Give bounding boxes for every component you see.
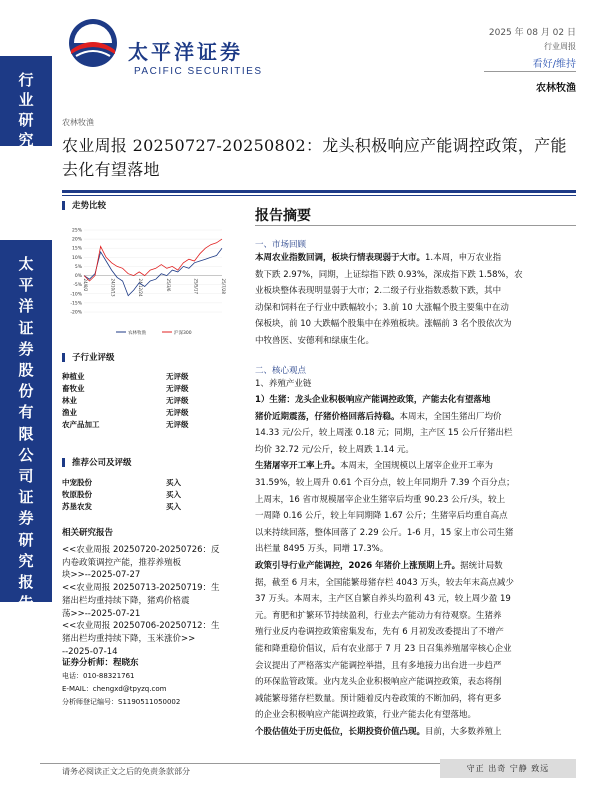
- y-tick-label: 0%: [74, 274, 82, 280]
- sub-rating-table: [62, 372, 232, 432]
- x-tick-label: 25/3/6: [165, 278, 171, 292]
- company-name: 苏垦农发: [62, 502, 92, 511]
- title-rule-thin: [62, 195, 576, 196]
- companies-heading-text: 推荐公司及评级: [72, 458, 132, 468]
- paragraph-line: 个股估值处于历史低位，长期投资价值凸现。目前，大多数养殖上: [255, 726, 502, 737]
- paragraph-line: 元。育肥和扩繁环节持续盈利，行业去产能动力有待观察。生猪养: [255, 610, 502, 621]
- y-tick-label: 25%: [71, 228, 82, 234]
- sub-industry-rating: 无评级: [166, 384, 189, 393]
- x-tick-label: 24/12/24: [138, 278, 144, 297]
- company-rating: 买入: [166, 502, 181, 511]
- table-row: [62, 384, 189, 395]
- related-research-list: [62, 544, 238, 658]
- trend-heading-text: 走势比较: [72, 201, 107, 211]
- heading-bar: [62, 201, 65, 210]
- report-type: 行业周报: [544, 42, 576, 51]
- sidebar-bottom-block: [0, 240, 52, 613]
- paragraph-line: 本周农业指数回调，板块行情表现弱于大市。1.本周，申万农业指: [255, 253, 502, 263]
- paragraph-line: 会议提出了严格落实产能调控举措，且有多地接力出台进一步趋严: [255, 660, 502, 671]
- paragraph-line: 1）生猪：龙头企业积极响应产能调控政策，产能去化有望落地: [255, 395, 491, 405]
- trend-heading: [62, 199, 106, 211]
- market-review-heading: 一、市场回顾: [255, 240, 307, 250]
- related-line[interactable]: <<农业周报 20250713-20250719：生: [62, 583, 220, 594]
- paragraph-line: 出栏量 8495 万头，同增 17.3%。: [255, 544, 389, 555]
- heading-bar: [62, 458, 65, 467]
- sub-industry-name: 种植业: [62, 372, 85, 381]
- table-row: [62, 490, 181, 501]
- paragraph-line: 减能繁母猪存栏数量。预计随着反内卷政策的不断加码，将有更多: [255, 693, 502, 704]
- paragraph-line: 数下跌 2.97%，同期，上证综指下跌 0.93%，深成指下跌 1.58%，农: [255, 269, 523, 280]
- legend-label: 农林牧渔: [128, 331, 146, 336]
- sidebar-bottom-text: 太平洋证券股份有限公司证券研究报告: [18, 255, 34, 613]
- logo-chinese-name: 太平洋证券: [128, 40, 243, 64]
- summary-divider: [255, 225, 576, 226]
- market-review-body: [255, 250, 576, 350]
- x-tick-label: 25/5/17: [193, 278, 199, 294]
- related-line[interactable]: <<农业周报 20250720-20250726：反: [62, 545, 220, 555]
- table-row: [62, 396, 189, 407]
- core-view-body: [255, 392, 576, 740]
- companies-heading: [62, 456, 132, 468]
- sidebar-top-text: 行业研究: [18, 71, 34, 149]
- related-line[interactable]: 块>>--2025-07-27: [62, 570, 141, 581]
- footer-disclaimer: 请务必阅读正文之后的免责条款部分: [62, 767, 190, 776]
- sub-industry-rating: 无评级: [166, 396, 189, 405]
- sub-industry-name: 农产品加工: [62, 420, 100, 429]
- paragraph-line: 中牧兽医、安德利和绿康生化。: [255, 335, 375, 346]
- analyst-name: 证券分析师：程晓东: [62, 658, 139, 668]
- sidebar-top-block: [0, 56, 52, 149]
- x-tick-label: 24/10/13: [110, 278, 116, 297]
- paragraph-line: 的企业会积极响应产能调控政策，行业产能去化有望落地。: [255, 710, 477, 721]
- company-rating: 买入: [166, 478, 181, 487]
- paragraph-line: 据，截至 6 月末，全国能繁母猪存栏 4043 万头，较去年末高点减少: [255, 577, 514, 588]
- footer-motto: 守正 出奇 宁静 致远: [440, 759, 576, 778]
- y-tick-label: 10%: [71, 255, 82, 261]
- core-view-heading: 二、核心观点: [255, 366, 307, 376]
- paragraph-line: 殖行业反内卷调控政策密集发布，先有 6 月初发改委提出了不增产: [255, 627, 504, 638]
- paragraph-line: 以来持续回落，整体回落了 2.29 公斤。1-6 月，15 家上市公司生猪: [255, 527, 514, 538]
- related-line[interactable]: 猪出栏均重持续下降，猪鸡价格震: [62, 595, 190, 606]
- paragraph-line: 37 万头。本周末，主产区自繁自养头均盈利 43 元，较上周少盈 19: [255, 594, 511, 605]
- pacific-logo-icon: [66, 16, 120, 70]
- y-tick-label: 20%: [71, 237, 82, 243]
- y-tick-label: -5%: [73, 283, 82, 289]
- sub-industry-rating: 无评级: [166, 420, 189, 429]
- summary-heading: 报告摘要: [255, 208, 311, 224]
- table-row: [62, 372, 189, 383]
- report-title: 农业周报 20250727-20250802：龙头积极响应产能调控政策，产能去化有望落地: [62, 136, 567, 179]
- paragraph-line: 14.33 元/公斤，较上周涨 0.18 元；同期，主产区 15 公斤仔猪出栏: [255, 428, 513, 439]
- related-line[interactable]: 内卷政策调控产能，推荐养殖板: [62, 557, 182, 568]
- industry-chain-subheading: 1、养殖产业链: [255, 379, 312, 389]
- paragraph-line: 政策引导行业产能调控，2026 年猪价上涨预期上升。据统计局数: [255, 560, 503, 571]
- related-line[interactable]: 荡>>--2025-07-21: [62, 608, 141, 619]
- company-rating: 买入: [166, 490, 181, 499]
- paragraph-line: 生猪屠宰开工率上升。本周末，全国规模以上屠宰企业开工率为: [255, 461, 494, 472]
- paragraph-line: 均价 32.72 元/公斤，较上周跌 1.14 元。: [255, 444, 414, 455]
- sub-industry-name: 林业: [62, 396, 77, 405]
- sub-industry-name: 渔业: [62, 408, 77, 417]
- y-tick-label: -20%: [70, 310, 82, 316]
- analyst-phone: 电话：010-88321761: [62, 672, 135, 680]
- table-row: [62, 478, 181, 489]
- y-tick-label: -10%: [70, 292, 82, 298]
- sector-label: 农林牧渔: [536, 83, 576, 94]
- analyst-cert: 分析师登记编号：S1190511050002: [62, 698, 181, 706]
- sub-industry-name: 畜牧业: [62, 384, 85, 393]
- title-rule-thick: [62, 190, 576, 193]
- paragraph-line: 上周末，16 省市规模屠宰企业生猪宰后均重 90.23 公斤/头，较上: [255, 494, 506, 505]
- industry-rating: 看好/维持: [532, 59, 576, 70]
- company-name: 中宠股份: [62, 478, 92, 487]
- sector-small-label: 农林牧渔: [62, 118, 94, 127]
- x-tick-label: 25/7/28: [221, 278, 226, 294]
- x-tick-label: 24/8/2: [83, 278, 88, 292]
- legend-label: 沪深300: [174, 331, 192, 336]
- paragraph-line: 动保和饲料在子行业中跌幅较小；3.前 10 大涨幅个股主要集中在动: [255, 302, 509, 313]
- paragraph-line: 业板块整体表现明显弱于大市；2.二级子行业指数悉数下跌，其中: [255, 286, 502, 297]
- sub-rating-heading-text: 子行业评级: [72, 353, 115, 363]
- sub-industry-rating: 无评级: [166, 372, 189, 381]
- paragraph-line: 一周降 0.16 公斤，较上年同期降 1.67 公斤；生猪宰后均重自高点: [255, 511, 508, 522]
- related-line[interactable]: --2025-07-14: [62, 646, 118, 657]
- related-line[interactable]: <<农业周报 20250706-20250712：生: [62, 621, 220, 632]
- header-divider: [484, 71, 576, 72]
- sub-rating-heading: [62, 351, 115, 363]
- trend-chart: [64, 224, 240, 342]
- logo-english-name: PACIFIC SECURITIES: [134, 66, 263, 77]
- table-row: [62, 420, 189, 431]
- paragraph-line: 的环保监管政策。业内龙头企业积极响应产能调控政策，表态将削: [255, 677, 502, 688]
- paragraph-line: 保板块，前 10 大跌幅个股集中在养殖板块。涨幅前 3 名个股依次为: [255, 319, 512, 330]
- paragraph-line: 猪价近期震荡，仔猪价格回落后持稳。本周末，全国生猪出厂均价: [255, 411, 502, 422]
- report-date: 2025 年 08 月 02 日: [488, 28, 576, 38]
- companies-table: [62, 478, 232, 514]
- analyst-email[interactable]: E-MAIL：chengxd@tpyzq.com: [62, 685, 167, 693]
- y-tick-label: 5%: [74, 264, 82, 270]
- table-row: [62, 502, 181, 513]
- paragraph-line: 能和降重稳价倡议，后有农业部于 7 月 23 日召集养殖屠宰核心企业: [255, 643, 512, 654]
- sub-industry-rating: 无评级: [166, 408, 189, 417]
- related-research-heading: 相关研究报告: [62, 528, 114, 538]
- company-name: 牧原股份: [62, 490, 92, 499]
- related-line[interactable]: 猪出栏均重持续下降，玉米涨价>>: [62, 633, 196, 644]
- y-tick-label: 15%: [71, 246, 82, 252]
- series-line: [84, 239, 222, 281]
- table-row: [62, 408, 189, 419]
- y-tick-label: -15%: [70, 301, 82, 307]
- paragraph-line: 31.59%，较上周升 0.61 个百分点，较上年同期升 7.39 个百分点；: [255, 477, 515, 488]
- heading-bar: [62, 353, 65, 362]
